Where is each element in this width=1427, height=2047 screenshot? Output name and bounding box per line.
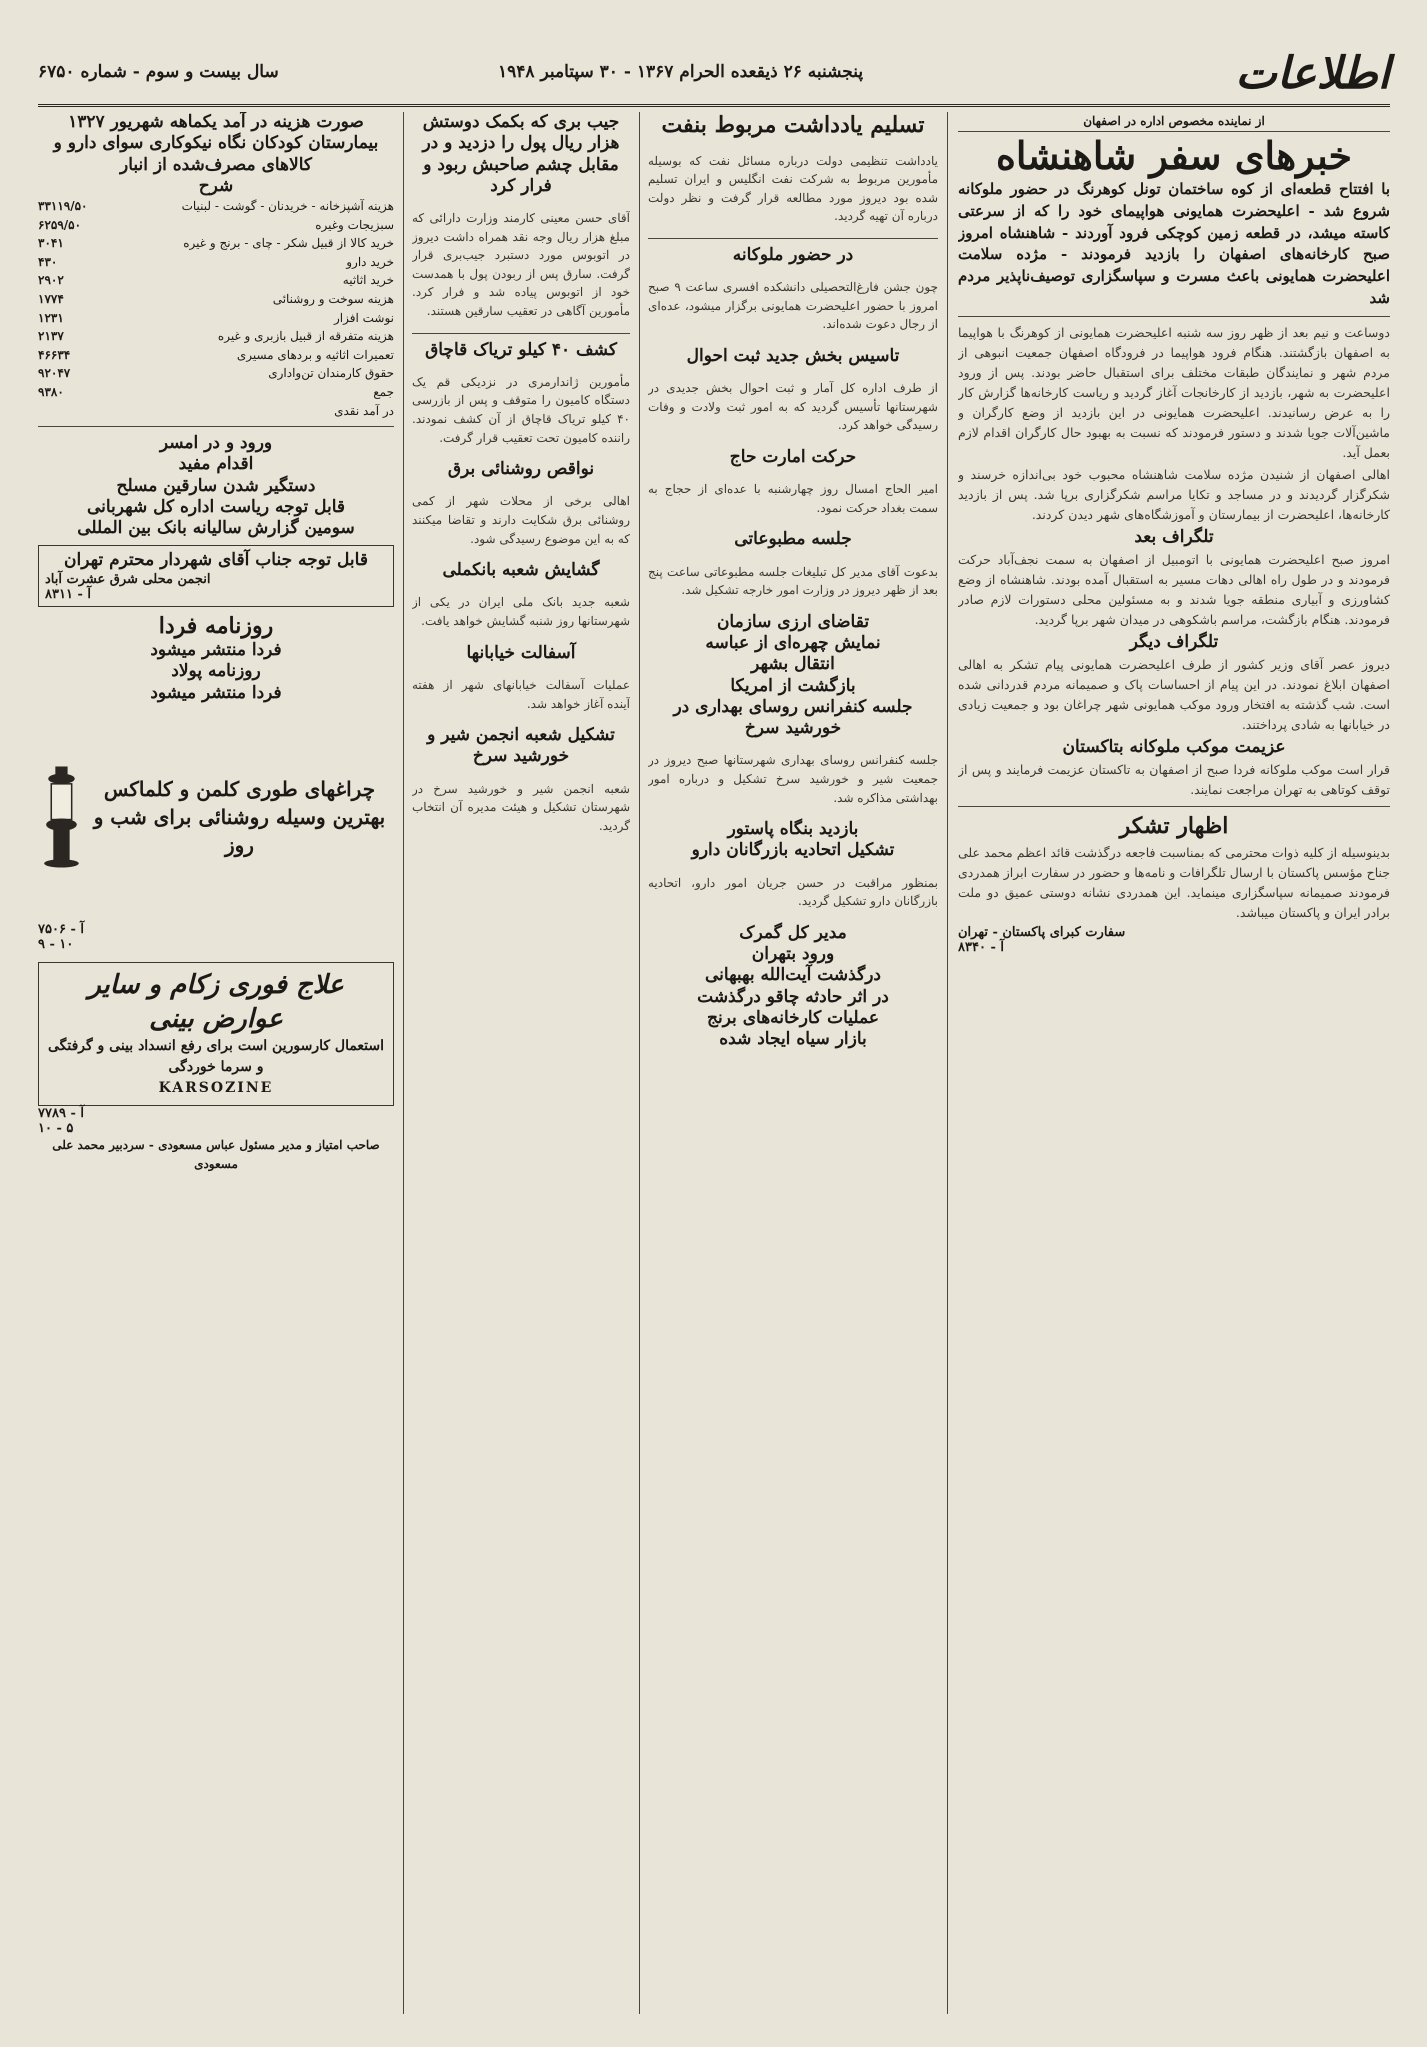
ad-cure-brand: KARSOZINE [158,1080,274,1097]
table-row [38,197,394,216]
subheading: نواقص روشنائی برق [447,459,595,480]
article-body: یادداشت تنظیمی دولت درباره مسائل نفت که بوسیله مأمورین مربوط به شرکت نفت انگلیس و ایران تسلیم شده بود دیروز مورد مطالعه قرار گرفت و نظر دولت درباره آن تهیه گردید. [648,153,938,224]
masthead [38,44,1390,107]
subheading: در حضور ملوکانه [732,244,854,265]
article-body: امروز صبح اعلیحضرت همایونی با اتومبیل از اصفهان به سمت نجف‌آباد حرکت فرمودند و در طول راه اهالی دهات مسیر به استقبال آمده بودند. شاهنشاه از وضع کشاورزی و آبیاری منطقه جویا شدند و به مسئولین محلی دستورات لازم صادر فرمودند. هنگام بازگشت، مراسم باشکوهی در میدان شهر برپا گردید. [958,551,1390,627]
row-value: ۳۰۴۱ [38,236,64,251]
subheading: مدیر کل گمرک [739,922,847,943]
headline: تسلیم یادداشت مربوط بنفت [661,112,925,138]
row-label: حقوق کارمندان تن‌واداری [268,366,394,381]
ad-code: آ - ۷۷۸۹ [38,1106,84,1122]
subheading: کشف ۴۰ کیلو تریاک قاچاق [425,339,617,360]
ad-newspaper-sub: فردا منتشر میشود [150,640,282,661]
main-headline: خبرهای سفر شاهنشاه [995,132,1353,178]
issue-number: سال بیست و سوم - شماره ۶۷۵۰ [38,62,279,82]
ad-cure-text: استعمال کارسورین است برای رفع انسداد بینی و گرفتگی و سرما خوردگی [47,1038,385,1076]
main-lead: با افتتاح قطعه‌ای از کوه ساختمان تونل کوهرنگ در حضور ملوکانه شروع شد - اعلیحضرت همایونی هواپیمای خود را که از سرعتی کاسته میشد، در قطعه زمین کوچکی فرود آوردند - شاهنشاه امروز صبح کارخانه‌های اصفهان را بازدید فرمودند - مژده سلامت اعلیحضرت همایونی باعث مسرت و سپاسگزاری توصیف‌ناپذیر مردم شد [958,180,1390,307]
newspaper-page [38,44,1390,2014]
issue-date: پنجشنبه ۲۶ ذیقعده الحرام ۱۳۶۷ - ۳۰ سپتامبر ۱۹۴۸ [498,62,864,82]
subheading: تلگراف دیگر [1129,631,1219,652]
subheading: ورود بتهران [751,944,835,965]
article-body: عملیات آسفالت خیابانهای شهر از هفته آینده آغاز خواهد شد. [412,677,630,711]
table-row [38,402,394,421]
subheading: عملیات کارخانه‌های برنج [706,1007,880,1028]
subheading: قابل توجه ریاست اداره کل شهربانی [86,496,346,517]
row-value: ۶۲۵۹/۵۰ [38,217,82,232]
article-body: دیروز عصر آقای وزیر کشور از طرف اعلیحضرت همایونی پیام تشکر به اهالی اصفهان ابلاغ نمودند. در این پیام از احساسات پاک و صمیمانه مردم قدردانی شده است. شب گذشته به افتخار ورود موکب همایونی شهر چراغان بود و جمعیت زیادی در خیابانها به شادی پرداختند. [958,657,1390,733]
subheading: تشکیل شعبه انجمن شیر و خورشید سرخ [427,725,615,767]
article-body: از طرف اداره کل آمار و ثبت احوال بخش جدیدی در شهرستانها تأسیس گردید که به امور ثبت ولادت و وفات رسیدگی خواهد کرد. [648,381,938,433]
thanks-heading: اظهار تشکر [1119,813,1229,840]
subheading: گشایش شعبه بانکملی [442,560,600,581]
row-value: ۳۳۱۱۹/۵۰ [38,199,88,213]
subheading: اقدام مفید [178,454,254,475]
article-body: آقای حسن معینی کارمند وزارت دارائی که مبلغ هزار ریال وجه نقد همراه داشت دیروز در اتوبوس مورد دستبرد جیب‌بری قرار گرفت. سارق پس از ربودن پول با همدست خود از اتوبوس پیاده شد و فرار کرد. مأمورین آگاهی در تعقیب سارقین هستند. [412,211,630,318]
table-row [38,290,394,309]
row-label: هزینه آشپزخانه - خریدنان - گوشت - لبنیات [181,199,394,213]
subheading: جلسه کنفرانس روسای بهداری در خورشید سرخ [673,696,913,739]
subheading: بازدید بنگاه پاستور [727,819,859,840]
row-label: نوشت افزار [333,310,394,325]
article-body: اهالی اصفهان از شنیدن مژده سلامت شاهنشاه محبوب خود بی‌اندازه خرسند و شکرگزار گردیدند و در مساجد و تکایا مراسم شکرگزاری برپا شد. پس از بازدید کارخانه‌ها، اعلیحضرت از بیمارستان و آموزشگاه‌های شهر دیدن کردند. [958,466,1390,522]
row-label: خرید کالا از قبیل شکر - چای - برنج و غیره [183,236,394,251]
subheading: ورود و در امسر [159,433,273,454]
subheading: عزیمت موکب ملوکانه بتاکستان [1062,737,1286,758]
ad-cure-title: علاج فوری زکام و سایر عوارض بینی [88,969,344,1034]
notice-signature: انجمن محلی شرق عشرت آباد [45,571,211,587]
table-row [38,234,394,253]
table-row [38,383,394,402]
subheading: بازگشت از امریکا [730,675,856,696]
ad-lamp [38,712,394,922]
subheading: در اثر حادثه چاقو درگذشت [697,986,889,1007]
table-row [38,216,394,235]
ad-cure [38,962,394,1107]
row-value: ۲۹۰۲ [38,273,64,288]
row-label: در آمد نقدی [334,403,394,418]
subheading: قابل توجه جناب آقای شهردار محترم تهران [64,550,368,571]
ad-newspaper2-sub: فردا منتشر میشود [150,682,282,703]
row-value: ۱۲۳۱ [38,310,64,325]
row-value: ۱۷۷۴ [38,291,64,306]
article-body: اهالی برخی از محلات شهر از کمی روشنائی برق شکایت دارند و تقاضا میکنند که به این موضوع رسیدگی شود. [412,494,630,546]
column-1 [958,112,1390,2014]
lantern-icon [38,712,85,922]
table-heading: شرح [198,175,234,196]
row-label: هزینه متفرقه از قبیل بازبری و غیره [217,329,394,344]
notice-box [38,545,394,606]
row-label: تعمیرات اثاثیه و بردهای مسیری [236,347,394,362]
subheading: تلگراف بعد [1134,526,1214,547]
article-body: امیر الحاج امسال روز چهارشنبه با عده‌ای از حجاج به سمت بغداد حرکت نمود. [648,482,938,515]
article-body: شعبه انجمن شیر و خورشید سرخ در شهرستان تشکیل و هیئت مدیره آن انتخاب گردید. [412,781,630,833]
table-row [38,253,394,272]
article-body: بدعوت آقای مدیر کل تبلیغات جلسه مطبوعاتی ساعت پنج بعد از ظهر دیروز در وزارت امور خارجه تشکیل شد. [648,564,938,598]
row-label: هزینه سوخت و روشنائی [272,291,394,306]
row-label: خرید دارو [346,254,394,269]
ad-code: آ - ۸۳۱۱ [45,586,91,602]
row-value: ۹۲۰۴۷ [38,366,71,381]
subheading: آسفالت خیابانها [466,642,576,663]
subheading: حرکت امارت حاج [729,446,857,467]
article-body: شعبه جدید بانک ملی ایران در یکی از شهرستانها روز شنبه گشایش خواهد یافت. [412,595,630,629]
subheading: سومین گزارش سالیانه بانک بین المللی [77,518,355,539]
ad-code: آ - ۷۵۰۶ [38,921,84,937]
table-row [38,364,394,383]
article-body: بمنظور مراقبت در حسن جریان امور دارو، اتحادیه بازرگانان دارو تشکیل گردید. [648,875,938,909]
row-value: ۴۶۶۳۴ [38,347,71,362]
table-row [38,346,394,365]
article-body: جلسه کنفرانس روسای بهداری شهرستانها صبح دیروز در جمعیت شیر و خورشید سرخ تشکیل و درباره امور بهداشتی مذاکره شد. [648,753,938,805]
subheading: انتقال بشهر [751,654,835,675]
row-label: سبزیجات وغیره [315,217,394,232]
table-row [38,309,394,328]
kicker: از نماینده مخصوص اداره در اصفهان [958,112,1390,132]
thanks-signature: سفارت کبرای پاکستان - تهران [958,924,1126,940]
subheading: دستگیر شدن سارقین مسلح [116,475,316,496]
subheading: صورت هزینه در آمد یکماهه شهریور ۱۳۲۷ بیمارستان کودکان نگاه نیکوکاری سوای دارو و کالاهای مصرف‌شده از انبار [53,112,379,175]
subheading: تاسیس بخش جدید ثبت احوال [686,345,900,366]
ad-newspaper: روزنامه فردا [158,612,274,639]
article-body: دوساعت و نیم بعد از ظهر روز سه شنبه اعلیحضرت همایونی از کوهرنگ با هواپیما به اصفهان بازگشتند. هنگام فرود هواپیما در فرودگاه اصفهان جمعیت انبوهی از مردم شهر و نمایندگان طبقات مختلف برای استقبال حاضر بودند. پس از ورود اعلیحضرت به شهر، بازدید از کارخانجات آغاز گردید و ریاست کارخانه‌ها گزارش کار را به عرض رسانیدند. اعلیحضرت همایونی در این بازدید از وضع کارگران و ماشین‌آلات جویا شدند و دستور فرمودند که نسبت به بهبود حال کارگران اقدام لازم بعمل آید. [958,324,1390,460]
table-row [38,327,394,346]
subheading: نمایش چهره‌ای از عباسه [705,633,881,654]
row-label: جمع [373,384,394,399]
ad-code: آ - ۸۳۴۰ [958,939,1004,955]
article-body: مأمورین ژاندارمری در نزدیکی قم یک دستگاه کامیون را متوقف و پس از بازرسی ۴۰ کیلو تریاک قاچاق از آن کشف نمودند. راننده کامیون تحت تعقیب قرار گرفت. [412,374,630,445]
subheading: تشکیل اتحادیه بازرگانان دارو [691,840,895,861]
subheading: تقاضای ارزی سازمان [716,611,870,632]
column-3 [412,112,630,2014]
row-value: ۹۳۸۰ [38,384,64,399]
subheading: بازار سیاه ایجاد شده [719,1029,867,1050]
newspaper-title: اطلاعات [1235,48,1390,99]
publisher-line: صاحب امتیاز و مدیر مسئول عباس مسعودی - سردبیر محمد علی مسعودی [52,1138,380,1172]
ad-code: ۱۰ - ۵ [38,1121,74,1137]
row-value: ۴۳۰ [38,254,58,269]
ad-newspaper2: روزنامه پولاد [171,661,261,682]
row-value: ۲۱۳۷ [38,329,64,344]
article-body: قرار است موکب ملوکانه فردا صبح از اصفهان به تاکستان عزیمت فرمایند و پس از توقف کوتاهی به تهران مراجعت نمایند. [958,762,1390,798]
cost-table [38,197,394,420]
article-body: چون جشن فارغ‌التحصیلی دانشکده افسری ساعت ۹ صبح امروز با حضور اعلیحضرت همایونی برگزار میشود، عده‌ای از رجال دعوت شده‌اند. [648,280,938,332]
subheading: جلسه مطبوعاتی [734,529,852,550]
column-4 [38,112,394,2014]
subheading: جیب بری که بکمک دوستش هزار ریال پول را دزدید و در مقابل چشم صاحبش ربود و فرار کرد [422,112,620,196]
column-2 [648,112,938,2014]
ad-lamp-text: چراغهای طوری کلمن و کلماکس بهترین وسیله روشنائی برای شب و روز [93,776,386,857]
row-label: خرید اثاثیه [342,273,394,288]
article-body: بدینوسیله از کلیه ذوات محترمی که بمناسبت فاجعه درگذشت قائد اعظم محمد علی جناح مؤسس پاکستان با ارسال تلگرافات و نامه‌ها و حضور در سفارت ابراز همدردی فرمودند صمیمانه سپاسگزاری مینماید. این همدردی نشانه دوستی عمیق دو ملت برادر ایران و پاکستان میباشد. [958,844,1390,920]
table-row [38,271,394,290]
subheading: درگذشت آیت‌الله بهبهانی [705,965,881,986]
ad-code: ۹ - ۱۰ [38,936,74,952]
